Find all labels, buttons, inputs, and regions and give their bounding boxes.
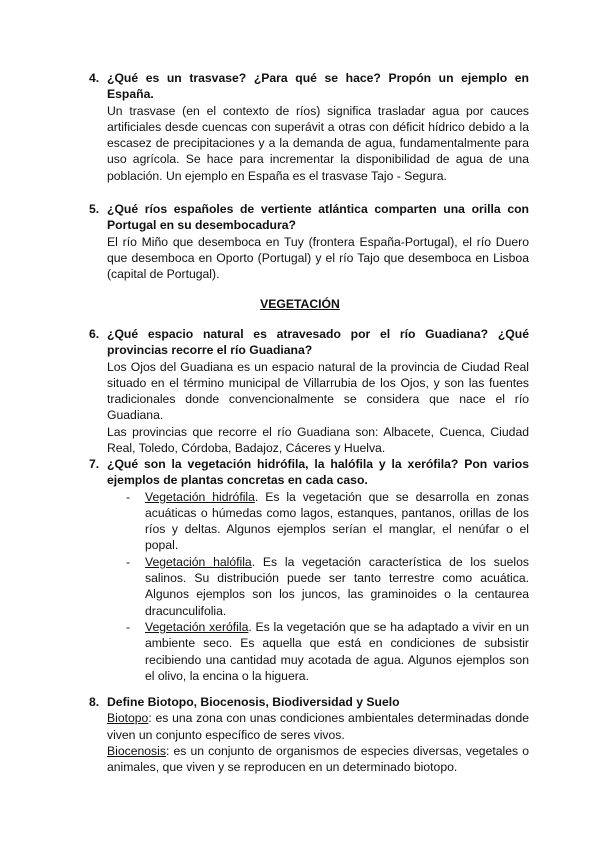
question-text: ¿Qué ríos españoles de vertiente atlántica comparten una orilla con Portugal en su desembocadura? [107,202,529,233]
bullet-dash: - [126,554,131,569]
definition-paragraph [107,743,529,776]
bullet-dash: - [126,489,131,504]
question-8 [89,694,529,775]
question-7 [89,456,529,684]
definition: : es una zona con unas condiciones ambientales determinadas donde viven un conjunto específico de seres vivos. [107,711,529,742]
answer-text: El río Miño que desemboca en Tuy (frontera España-Portugal), el río Duero que desemboca en Oporto (Portugal) y el río Tajo que desemboca en Lisboa (capital de Portugal). [107,234,529,282]
term: Biocenosis [107,743,166,758]
question-text: ¿Qué espacio natural es atravesado por el río Guadiana? ¿Qué provincias recorre el río Guadiana? [107,327,529,358]
answer-text: Un trasvase (en el contexto de ríos) significa trasladar agua por cauces artificiales desde cuencas con superávit a otras con déficit hídrico debido a la escasez de precipitaciones y a la demanda de agua, fundamentalmente para uso agrícola. Se hace para incrementar la disponibilidad de agua de una población. Un ejemplo en España es el trasvase Tajo - Segura. [107,103,529,183]
question-4 [89,70,529,184]
vegetation-list [126,489,529,685]
term: Vegetación halófila [145,554,252,569]
bullet-dash: - [126,619,131,634]
answer-paragraph: Las provincias que recorre el río Guadiana son: Albacete, Cuenca, Ciudad Real, Toledo, Córdoba, Badajoz, Cáceres y Huelva. [107,424,529,456]
question-text: ¿Qué es un trasvase? ¿Para qué se hace? Propón un ejemplo en España. [107,71,529,102]
answer-block [107,359,529,457]
section-title: VEGETACIÓN [260,297,340,311]
answer-paragraph: Los Ojos del Guadiana es un espacio natural de la provincia de Ciudad Real situado en el término municipal de Villarrubia de los Ojos, y son las fuentes tradicionales donde convencionalmente se considera que nace el río Guadiana. [107,359,529,423]
term: Vegetación hidrófila [145,489,255,504]
list-item [126,619,529,684]
definition: . Es la vegetación característica de los suelos salinos. Su distribución puede ser tanto terrestre como acuática. Algunos ejemplos son los juncos, las graminoides o la centaurea dracunculifolia. [145,554,529,618]
list-item [126,489,529,554]
question-number: 7. [89,457,100,471]
question-5 [89,201,529,282]
term: Vegetación xerófila [145,619,249,634]
question-6 [89,326,529,456]
question-text: ¿Qué son la vegetación hidrófila, la halófila y la xerófila? Pon varios ejemplos de plantas concretas en cada caso. [107,457,529,488]
definition: . Es la vegetación que se desarrolla en zonas acuáticas o húmedas como lagos, estanques, pantanos, orillas de los ríos y deltas. Algunos ejemplos serían el manglar, el nenúfar o el popal. [145,489,529,553]
answer-block [107,710,529,775]
question-number: 4. [89,71,100,85]
definition: : es un conjunto de organismos de especies diversas, vegetales o animales, que viven y se reproducen en un determinado biotopo. [107,743,529,775]
term: Biotopo [107,711,149,726]
question-number: 8. [89,695,100,709]
question-number: 6. [89,327,100,341]
definition: . Es la vegetación que se ha adaptado a vivir en un ambiente seco. Es aquella que está en condiciones de subsistir recibiendo una cantidad muy acotada de agua. Algunos ejemplos son el olivo, la encina o la higuera. [145,619,529,683]
question-number: 5. [89,202,100,216]
question-text: Define Biotopo, Biocenosis, Biodiversidad y Suelo [107,695,400,709]
definition-paragraph [107,710,529,743]
list-item [126,554,529,619]
